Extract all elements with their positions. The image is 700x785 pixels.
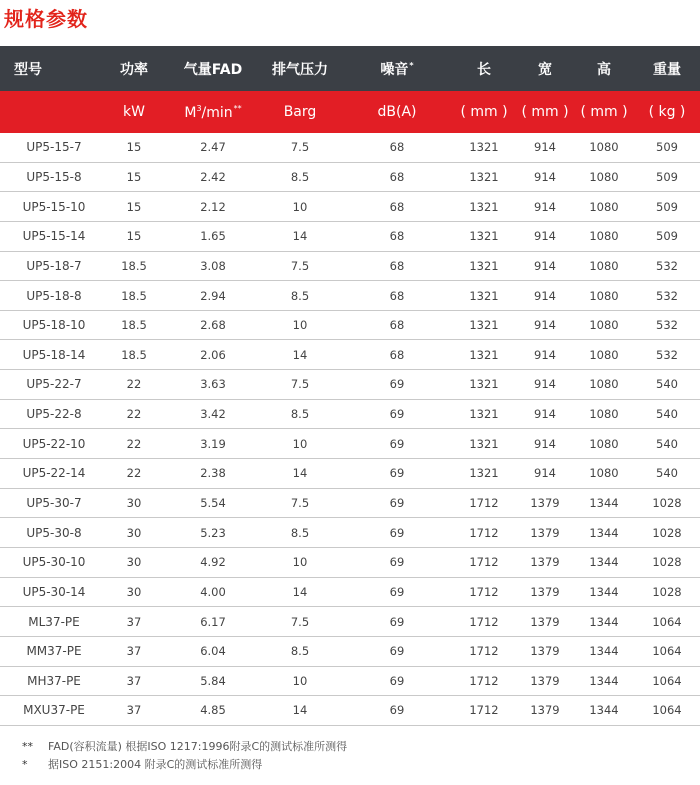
cell-pressure: 14 [292,466,308,481]
cell-noise: 68 [389,199,405,214]
cell-width: 914 [534,140,556,155]
cell-noise: 68 [389,169,405,184]
cell-height: 1344 [589,584,619,599]
cell-length: 1712 [469,703,499,718]
cell-width: 914 [534,258,556,273]
unit-width: ( mm ) [521,104,569,120]
cell-weight: 509 [656,199,678,214]
cell-power: 37 [126,673,142,688]
cell-model: UP5-15-7 [26,140,82,155]
cell-height: 1080 [589,436,619,451]
cell-weight: 1028 [652,584,682,599]
cell-width: 914 [534,288,556,303]
cell-power: 37 [126,703,142,718]
cell-width: 1379 [530,644,560,659]
cell-length: 1321 [469,288,499,303]
cell-width: 914 [534,229,556,244]
table-row [0,400,700,430]
col-width: 宽 [538,61,552,78]
cell-power: 15 [126,140,142,155]
cell-fad: 1.65 [200,229,226,244]
cell-length: 1321 [469,140,499,155]
cell-width: 914 [534,347,556,362]
cell-model: UP5-30-14 [22,584,86,599]
footnote-fad: ** FAD(容积流量) 根据ISO 1217:1996附录C的测试标准所测得 [22,740,348,753]
table-row [0,637,700,667]
cell-noise: 68 [389,140,405,155]
cell-height: 1080 [589,407,619,422]
cell-height: 1080 [589,199,619,214]
table-row [0,252,700,282]
cell-weight: 509 [656,229,678,244]
cell-noise: 69 [389,525,405,540]
cell-model: UP5-18-7 [26,258,82,273]
cell-weight: 532 [656,258,678,273]
col-noise-label: 噪音 [380,61,409,78]
cell-model: UP5-18-14 [22,347,86,362]
cell-fad: 5.23 [200,525,226,540]
cell-weight: 509 [656,169,678,184]
cell-fad: 3.42 [200,407,226,422]
cell-length: 1321 [469,347,499,362]
cell-height: 1344 [589,703,619,718]
cell-power: 37 [126,644,142,659]
cell-pressure: 14 [292,584,308,599]
cell-noise: 69 [389,703,405,718]
cell-weight: 540 [656,436,678,451]
table-row [0,667,700,697]
cell-width: 1379 [530,496,560,510]
cell-power: 18.5 [121,347,147,362]
cell-noise: 69 [389,466,405,481]
cell-noise: 68 [389,347,405,362]
cell-weight: 540 [656,377,678,392]
unit-fad: $M^3/\min^{**}$ [184,103,242,121]
cell-weight: 1064 [652,644,682,659]
footnotes [22,738,347,774]
cell-pressure: 10 [292,199,308,214]
cell-length: 1712 [469,555,499,570]
table-row [0,607,700,637]
noise-footnote-mark: * [409,60,414,70]
table-row [0,311,700,341]
cell-width: 914 [534,318,556,333]
cell-power: 22 [126,466,142,481]
cell-height: 1080 [589,377,619,392]
cell-fad: 2.06 [200,347,226,362]
cell-power: 15 [126,169,142,184]
cell-power: 37 [126,614,142,629]
cell-height: 1080 [589,318,619,333]
cell-noise: 69 [389,584,405,599]
cell-pressure: 8.5 [290,169,310,184]
cell-noise: 68 [389,258,405,273]
cell-power: 22 [126,436,142,451]
cell-model: UP5-22-10 [22,436,86,451]
cell-power: 30 [126,525,142,540]
table-row [0,222,700,252]
cell-length: 1321 [469,199,499,214]
cell-length: 1321 [469,466,499,481]
cell-pressure: 7.5 [290,140,310,155]
cell-noise: 68 [389,229,405,244]
table-row [0,459,700,489]
col-noise [342,59,452,79]
cell-width: 1379 [530,614,560,629]
page-title: 规格参数 [4,7,88,31]
cell-model: UP5-18-8 [26,288,82,303]
cell-height: 1344 [589,673,619,688]
cell-pressure: 7.5 [290,258,310,273]
cell-height: 1080 [589,169,619,184]
cell-width: 914 [534,436,556,451]
cell-noise: 69 [389,644,405,659]
cell-noise: 69 [389,436,405,451]
cell-height: 1080 [589,466,619,481]
cell-weight: 532 [656,318,678,333]
cell-width: 914 [534,199,556,214]
cell-fad: 2.68 [200,318,226,333]
cell-length: 1712 [469,584,499,599]
cell-pressure: 8.5 [290,288,310,303]
cell-noise: 68 [389,288,405,303]
cell-power: 18.5 [121,318,147,333]
unit-length: ( mm ) [460,104,508,120]
table-row [0,281,700,311]
table-row [0,370,700,400]
footnote-noise: * 据ISO 2151:2004 附录C的测试标准所测得 [22,758,263,771]
cell-fad: 3.63 [200,377,226,392]
cell-height: 1344 [589,555,619,570]
cell-fad: 2.94 [200,288,226,303]
cell-model: UP5-15-10 [22,199,86,214]
cell-width: 914 [534,169,556,184]
cell-fad: 4.92 [200,555,226,570]
cell-weight: 509 [656,140,678,155]
cell-length: 1321 [469,229,499,244]
cell-model: UP5-15-14 [22,229,86,244]
cell-power: 30 [126,584,142,599]
cell-noise: 68 [389,318,405,333]
cell-noise: 69 [389,614,405,629]
col-model: 型号 [14,61,42,78]
cell-model: MXU37-PE [23,703,85,718]
table-row [0,578,700,608]
cell-weight: 1064 [652,614,682,629]
cell-model: UP5-22-14 [22,466,86,481]
cell-weight: 540 [656,466,678,481]
cell-model: UP5-30-8 [26,525,82,540]
cell-model: UP5-30-7 [26,496,82,510]
cell-noise: 69 [389,496,405,510]
cell-fad: 2.12 [200,199,226,214]
cell-fad: 2.42 [200,169,226,184]
cell-length: 1712 [469,644,499,659]
cell-height: 1080 [589,258,619,273]
cell-pressure: 10 [292,436,308,451]
cell-height: 1080 [589,140,619,155]
spec-table-body [0,133,700,726]
cell-height: 1344 [589,644,619,659]
cell-length: 1712 [469,525,499,540]
cell-width: 1379 [530,703,560,718]
cell-power: 22 [126,377,142,392]
cell-power: 15 [126,199,142,214]
cell-width: 1379 [530,584,560,599]
col-weight: 重量 [653,61,681,78]
cell-length: 1321 [469,258,499,273]
cell-weight: 532 [656,347,678,362]
cell-power: 30 [126,555,142,570]
table-row [0,192,700,222]
cell-width: 914 [534,377,556,392]
cell-pressure: 8.5 [290,644,310,659]
cell-fad: 5.84 [200,673,226,688]
cell-model: UP5-22-7 [26,377,82,392]
cell-pressure: 10 [292,318,308,333]
table-row [0,429,700,459]
cell-height: 1080 [589,229,619,244]
cell-fad: 3.08 [200,258,226,273]
cell-width: 1379 [530,673,560,688]
spec-table-units [0,91,700,133]
cell-model: UP5-22-8 [26,407,82,422]
cell-power: 22 [126,407,142,422]
cell-length: 1712 [469,496,499,510]
cell-pressure: 7.5 [290,496,310,510]
cell-model: MH37-PE [27,673,81,688]
col-power: 功率 [120,61,148,78]
cell-height: 1344 [589,614,619,629]
cell-power: 15 [126,229,142,244]
table-row [0,340,700,370]
cell-height: 1344 [589,496,619,510]
fad-footnote-mark: ** [233,103,242,113]
col-fad: 气量FAD [183,61,243,78]
cell-width: 914 [534,466,556,481]
col-height: 高 [597,61,611,78]
cell-fad: 4.85 [200,703,226,718]
cell-fad: 4.00 [200,584,226,599]
cell-length: 1712 [469,614,499,629]
cell-weight: 1064 [652,703,682,718]
table-row [0,489,700,519]
unit-power: kW [123,104,145,120]
table-row [0,163,700,193]
cell-pressure: 14 [292,229,308,244]
cell-pressure: 10 [292,673,308,688]
cell-weight: 1028 [652,555,682,570]
cell-length: 1321 [469,436,499,451]
table-row [0,133,700,163]
unit-weight: ( kg ) [648,104,686,120]
cell-model: ML37-PE [28,614,80,629]
cell-weight: 1028 [652,525,682,540]
col-pressure: 排气压力 [272,61,328,78]
cell-fad: 3.19 [200,436,226,451]
cell-pressure: 10 [292,555,308,570]
cell-model: UP5-18-10 [22,318,86,333]
cell-length: 1321 [469,318,499,333]
cell-noise: 69 [389,673,405,688]
cell-model: UP5-15-8 [26,169,82,184]
unit-height: ( mm ) [580,104,628,120]
cell-width: 1379 [530,555,560,570]
cell-pressure: 8.5 [290,407,310,422]
cell-pressure: 14 [292,703,308,718]
unit-noise: dB(A) [377,104,417,120]
cell-noise: 69 [389,377,405,392]
cell-fad: 5.54 [200,496,226,510]
cell-weight: 1028 [652,496,682,510]
cell-power: 18.5 [121,258,147,273]
unit-pressure: Barg [283,104,317,120]
table-row [0,518,700,548]
cell-length: 1712 [469,673,499,688]
cell-fad: 6.17 [200,614,226,629]
cell-pressure: 8.5 [290,525,310,540]
cell-noise: 69 [389,407,405,422]
table-row [0,548,700,578]
cell-weight: 1064 [652,673,682,688]
cell-length: 1321 [469,169,499,184]
col-length: 长 [477,61,491,78]
cell-length: 1321 [469,407,499,422]
cell-fad: 2.47 [200,140,226,155]
cell-power: 18.5 [121,288,147,303]
spec-table-header [0,46,700,91]
cell-power: 30 [126,496,142,510]
cell-noise: 69 [389,555,405,570]
cell-fad: 2.38 [200,466,226,481]
cell-weight: 540 [656,407,678,422]
cell-pressure: 7.5 [290,614,310,629]
cell-width: 914 [534,407,556,422]
cell-height: 1080 [589,347,619,362]
cell-height: 1344 [589,525,619,540]
cell-pressure: 14 [292,347,308,362]
cell-model: UP5-30-10 [22,555,86,570]
cell-pressure: 7.5 [290,377,310,392]
cell-width: 1379 [530,525,560,540]
cell-height: 1080 [589,288,619,303]
cell-fad: 6.04 [200,644,226,659]
cell-model: MM37-PE [26,644,82,659]
cell-weight: 532 [656,288,678,303]
cell-length: 1321 [469,377,499,392]
table-row [0,696,700,726]
